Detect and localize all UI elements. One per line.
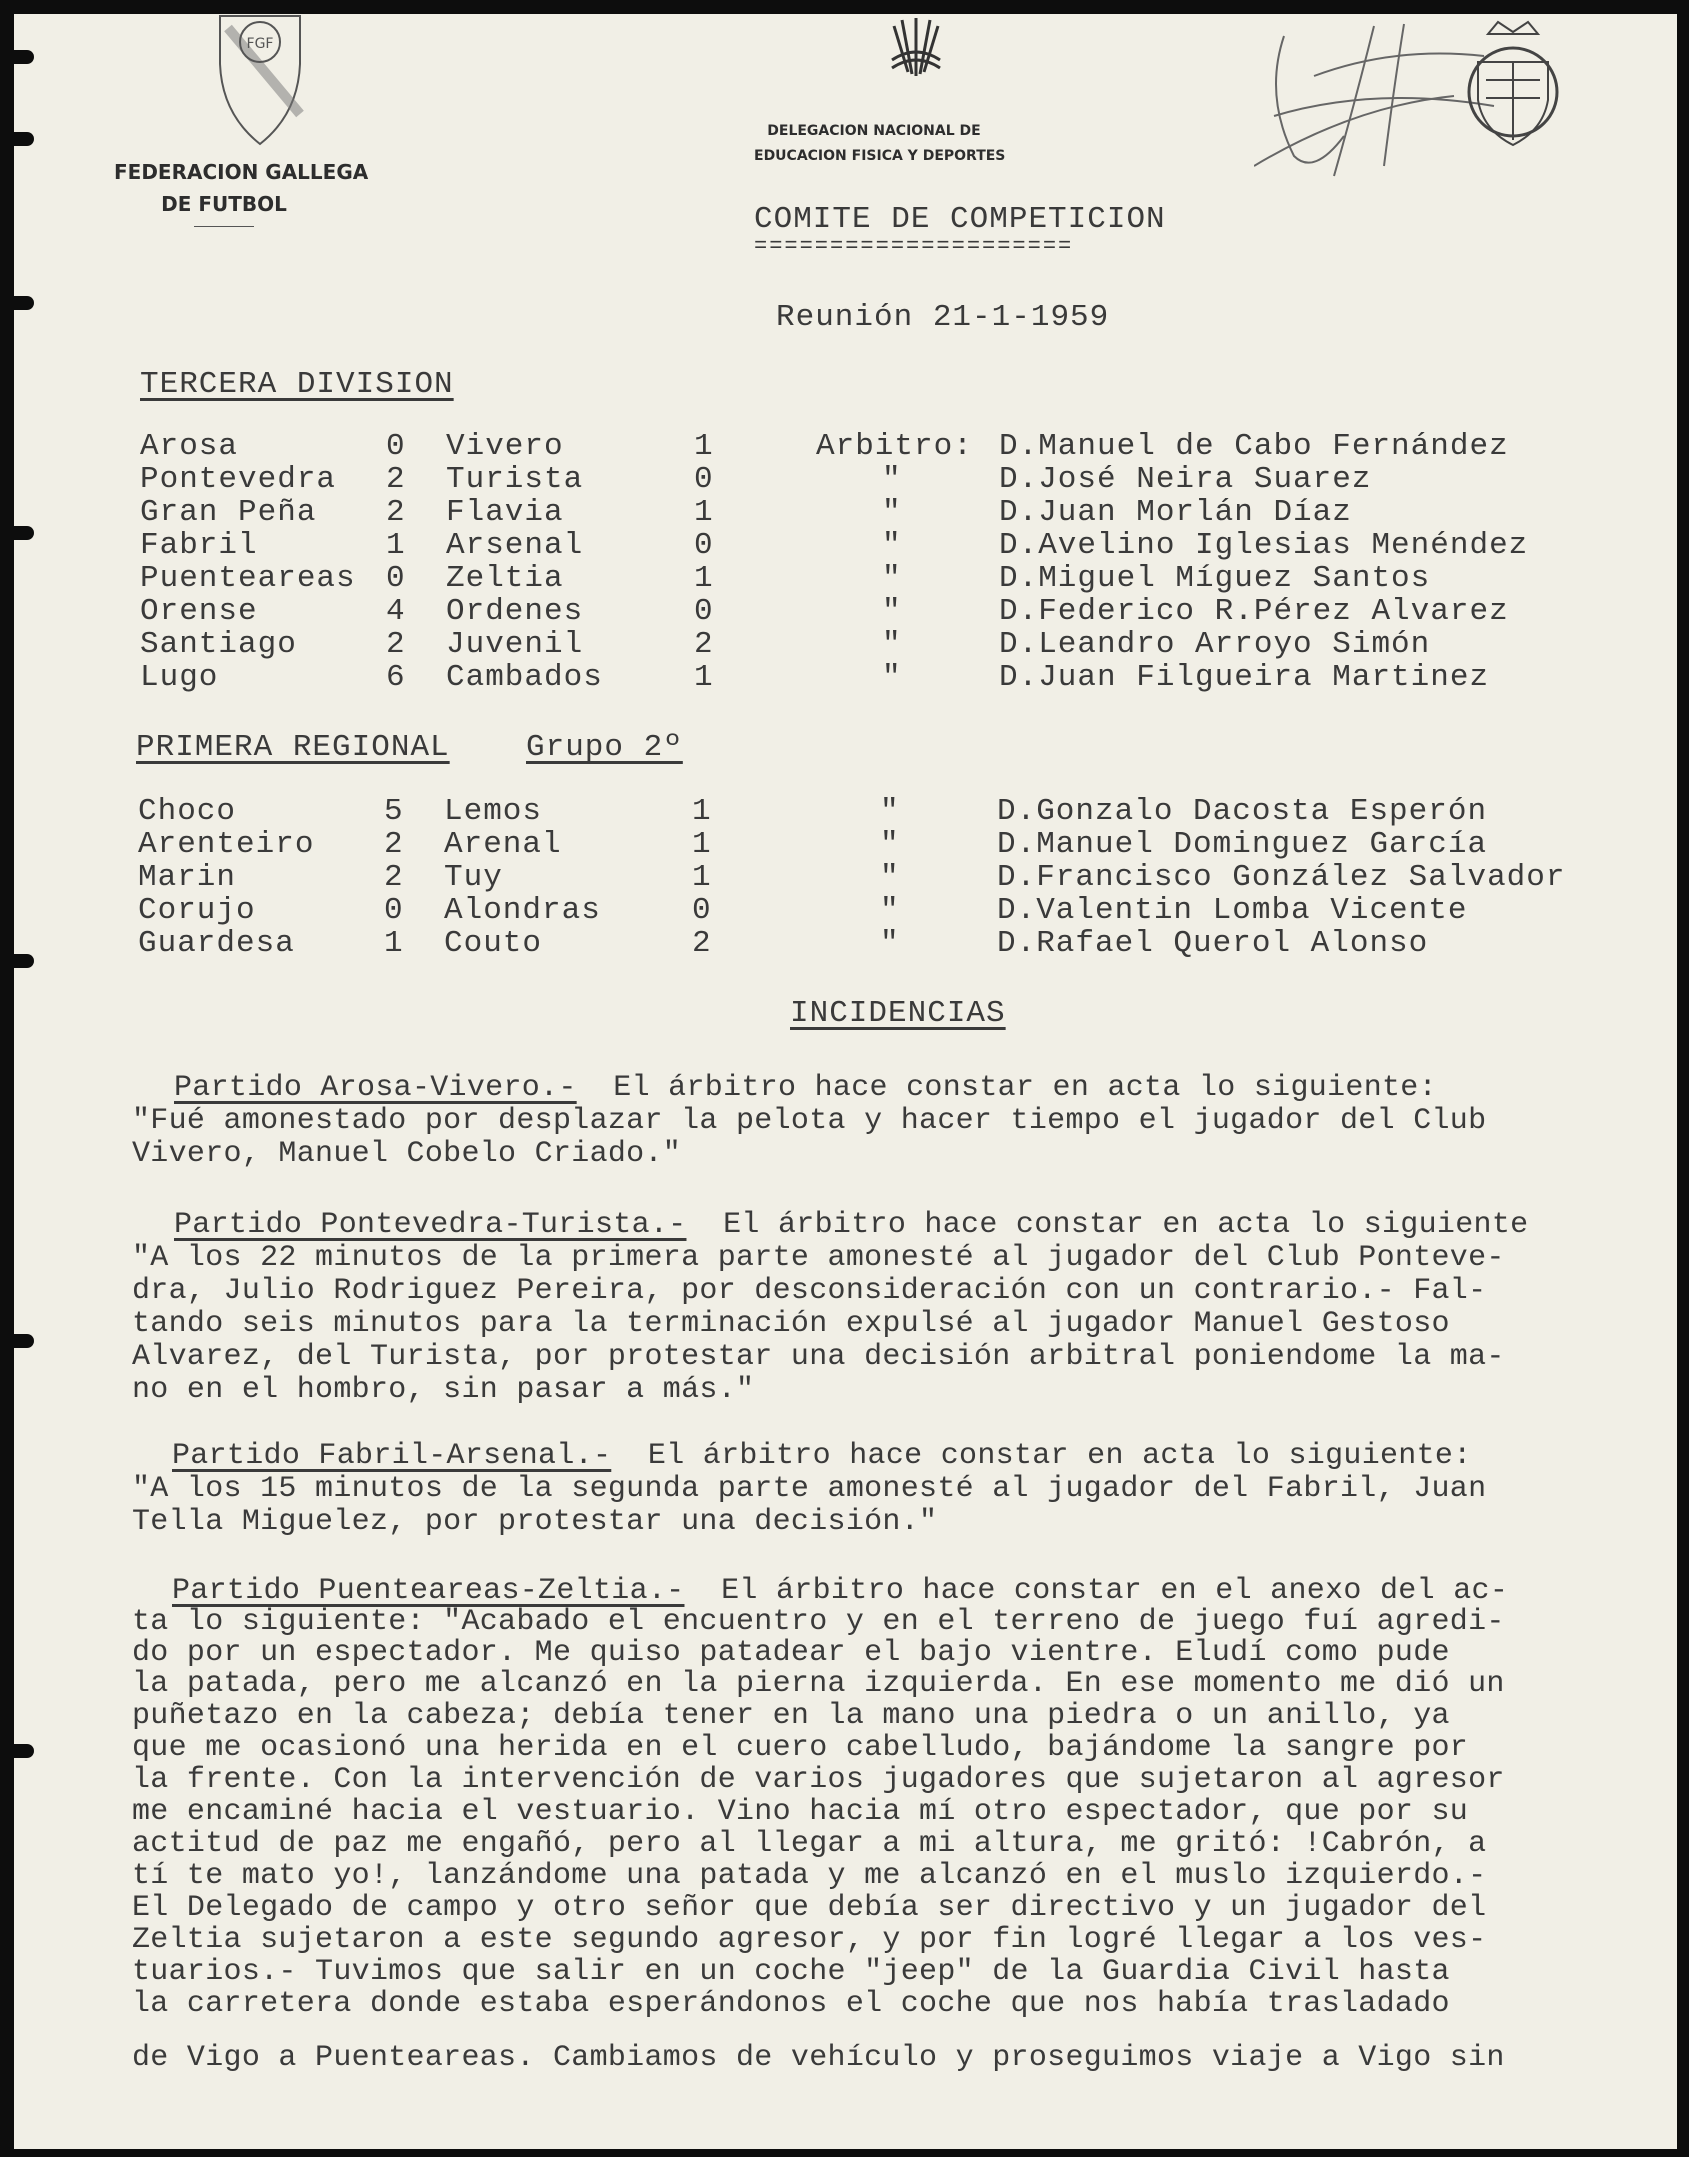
- home-score: 0: [386, 429, 406, 464]
- home-score: 6: [386, 660, 406, 695]
- home-score: 1: [386, 528, 406, 563]
- away-team: Cambados: [446, 660, 603, 695]
- away-team: Arsenal: [446, 528, 584, 563]
- home-score: 0: [386, 561, 406, 596]
- table-row: [14, 528, 1674, 561]
- home-score: 2: [386, 627, 406, 662]
- incident-line: Vivero, Manuel Cobelo Criado.": [132, 1137, 682, 1171]
- away-team: Lemos: [444, 794, 543, 829]
- ditto-mark: ": [880, 926, 900, 961]
- away-score: 1: [692, 860, 712, 895]
- referee-name: D.Gonzalo Dacosta Esperón: [997, 794, 1488, 829]
- home-score: 1: [384, 926, 404, 961]
- table-row: [14, 462, 1674, 495]
- ditto-mark: ": [882, 528, 902, 563]
- document-page: [14, 14, 1677, 2149]
- incident-match: Partido Arosa-Vivero.-: [174, 1071, 577, 1105]
- ditto-mark: ": [882, 627, 902, 662]
- incident-line: do por un espectador. Me quiso patadear el bajo vientre. Eludí como pude: [132, 1636, 1450, 1670]
- referee-name: D.Federico R.Pérez Alvarez: [999, 594, 1509, 629]
- referee-name: D.Juan Filgueira Martinez: [999, 660, 1490, 695]
- ditto-mark: ": [882, 594, 902, 629]
- federation-crest-icon: [210, 14, 310, 148]
- group-label: Grupo 2º: [526, 730, 683, 765]
- home-score: 2: [386, 495, 406, 530]
- incident-line: "A los 15 minutos de la segunda parte amonesté al jugador del Fabril, Juan: [132, 1472, 1487, 1506]
- primera-regional-title: PRIMERA REGIONAL: [136, 730, 450, 765]
- punch-hole: [14, 50, 34, 64]
- away-score: 0: [694, 594, 714, 629]
- home-team: Pontevedra: [140, 462, 337, 497]
- away-team: Alondras: [444, 893, 601, 928]
- away-team: Turista: [446, 462, 584, 497]
- table-row: [14, 893, 1674, 926]
- home-score: 4: [386, 594, 406, 629]
- incident-paragraph: Partido Fabril-Arsenal.- El árbitro hace constar en acta lo siguiente:: [172, 1439, 1472, 1473]
- referee-name: D.Miguel Míguez Santos: [999, 561, 1431, 596]
- ditto-mark: ": [880, 893, 900, 928]
- svg-text:FGF: FGF: [246, 36, 274, 52]
- referee-name: D.Leandro Arroyo Simón: [999, 627, 1431, 662]
- home-team: Puenteareas: [140, 561, 356, 596]
- meeting-date: Reunión 21-1-1959: [776, 300, 1110, 335]
- away-score: 1: [692, 794, 712, 829]
- referee-name: D.Rafael Querol Alonso: [997, 926, 1429, 961]
- incident-line: me encaminé hacia el vestuario. Vino hacia mí otro espectador, que por su: [132, 1795, 1469, 1829]
- away-team: Flavia: [446, 495, 564, 530]
- incident-line: la frente. Con la intervención de varios jugadores que sujetaron al agresor: [132, 1763, 1505, 1797]
- ditto-mark: ": [880, 794, 900, 829]
- referee-name: D.Francisco González Salvador: [997, 860, 1566, 895]
- committee-underline: =====================: [754, 234, 1074, 259]
- referee-name: D.Valentin Lomba Vicente: [997, 893, 1468, 928]
- incident-match: Partido Pontevedra-Turista.-: [174, 1208, 687, 1242]
- incident-line: El Delegado de campo y otro señor que debía ser directivo y un jugador del: [132, 1891, 1487, 1925]
- referee-name: D.José Neira Suarez: [999, 462, 1372, 497]
- ditto-mark: ": [882, 495, 902, 530]
- incident-line: la carretera donde estaba esperándonos el coche que nos había trasladado: [132, 1987, 1450, 2021]
- away-score: 0: [694, 462, 714, 497]
- table-row: [14, 429, 1674, 462]
- ditto-mark: ": [880, 860, 900, 895]
- away-score: 0: [694, 528, 714, 563]
- table-row: [14, 495, 1674, 528]
- away-team: Vivero: [446, 429, 564, 464]
- punch-hole: [14, 132, 34, 146]
- table-row: [14, 794, 1674, 827]
- home-team: Arenteiro: [138, 827, 315, 862]
- ditto-mark: ": [882, 660, 902, 695]
- incident-line: ta lo siguiente: "Acabado el encuentro y en el terreno de juego fuí agredi-: [132, 1605, 1505, 1639]
- incident-line: tuarios.- Tuvimos que salir en un coche "jeep" de la Guardia Civil hasta: [132, 1955, 1450, 1989]
- away-score: 1: [694, 429, 714, 464]
- home-team: Corujo: [138, 893, 256, 928]
- ditto-mark: ": [882, 462, 902, 497]
- away-team: Juvenil: [446, 627, 584, 662]
- referee-name: D.Juan Morlán Díaz: [999, 495, 1352, 530]
- home-team: Choco: [138, 794, 237, 829]
- incident-line: dra, Julio Rodriguez Pereira, por desconsideración con un contrario.- Fal-: [132, 1274, 1487, 1308]
- delegation-name: DELEGACION NACIONAL DE EDUCACION FISICA Y DEPORTES: [754, 123, 1006, 164]
- table-row: [14, 594, 1674, 627]
- incident-paragraph: Partido Arosa-Vivero.- El árbitro hace constar en acta lo siguiente:: [174, 1071, 1437, 1105]
- incident-line: la patada, pero me alcanzó en la pierna izquierda. En ese momento me dió un: [132, 1667, 1505, 1701]
- home-score: 2: [384, 860, 404, 895]
- home-team: Marin: [138, 860, 237, 895]
- referee-name: D.Manuel de Cabo Fernández: [999, 429, 1509, 464]
- incident-line: puñetazo en la cabeza; debía tener en la mano una piedra o un anillo, ya: [132, 1699, 1450, 1733]
- incident-match: Partido Puenteareas-Zeltia.-: [172, 1574, 685, 1608]
- table-row: [14, 660, 1674, 693]
- punch-hole: [14, 296, 34, 310]
- away-score: 1: [694, 660, 714, 695]
- incident-line: Zeltia sujetaron a este segundo agresor, y por fin logré llegar a los ves-: [132, 1923, 1487, 1957]
- away-team: Arenal: [444, 827, 562, 862]
- table-row: [14, 827, 1674, 860]
- home-score: 0: [384, 893, 404, 928]
- referee-name: D.Manuel Dominguez García: [997, 827, 1488, 862]
- incident-line: "Fué amonestado por desplazar la pelota y hacer tiempo el jugador del Club: [132, 1104, 1487, 1138]
- home-team: Santiago: [140, 627, 297, 662]
- table-row: [14, 627, 1674, 660]
- incidencias-title: INCIDENCIAS: [790, 996, 1006, 1031]
- table-row: [14, 561, 1674, 594]
- away-score: 1: [694, 561, 714, 596]
- incident-match: Partido Fabril-Arsenal.-: [172, 1439, 612, 1473]
- incident-line: de Vigo a Puenteareas. Cambiamos de vehículo y proseguimos viaje a Vigo sin: [132, 2041, 1505, 2075]
- table-row: [14, 926, 1674, 959]
- home-team: Orense: [140, 594, 258, 629]
- incident-line: no en el hombro, sin pasar a más.": [132, 1373, 755, 1407]
- home-team: Lugo: [140, 660, 219, 695]
- incident-line: Tella Miguelez, por protestar una decisión.": [132, 1505, 938, 1539]
- punch-hole: [14, 1334, 34, 1348]
- incident-line: Alvarez, del Turista, por protestar una decisión arbitral poniendome la ma-: [132, 1340, 1505, 1374]
- away-team: Ordenes: [446, 594, 584, 629]
- home-team: Guardesa: [138, 926, 295, 961]
- ditto-mark: ": [882, 561, 902, 596]
- home-score: 2: [386, 462, 406, 497]
- home-team: Fabril: [140, 528, 258, 563]
- incident-paragraph: Partido Pontevedra-Turista.- El árbitro hace constar en acta lo siguiente: [174, 1208, 1529, 1242]
- away-team: Tuy: [444, 860, 503, 895]
- referee-label: Arbitro:: [816, 429, 973, 464]
- incident-line: actitud de paz me engañó, pero al llegar a mi altura, me gritó: !Cabrón, a: [132, 1827, 1487, 1861]
- home-score: 2: [384, 827, 404, 862]
- away-score: 1: [694, 495, 714, 530]
- incident-line: tando seis minutos para la terminación expulsé al jugador Manuel Gestoso: [132, 1307, 1450, 1341]
- home-score: 5: [384, 794, 404, 829]
- punch-hole: [14, 1744, 34, 1758]
- away-score: 0: [692, 893, 712, 928]
- referee-name: D.Avelino Iglesias Menéndez: [999, 528, 1529, 563]
- yoke-arrows-emblem-icon: [886, 16, 946, 88]
- incident-line: "A los 22 minutos de la primera parte amonesté al jugador del Club Ponteve-: [132, 1241, 1505, 1275]
- away-score: 2: [692, 926, 712, 961]
- incident-line: tí te mato yo!, lanzándome una patada y me alcanzó en el muslo izquierdo.-: [132, 1859, 1487, 1893]
- incident-line: que me ocasionó una herida en el cuero cabelludo, bajándome la sangre por: [132, 1731, 1469, 1765]
- committee-title: COMITE DE COMPETICION: [754, 202, 1166, 237]
- away-score: 2: [694, 627, 714, 662]
- crown-crest-icon: [1458, 20, 1568, 160]
- home-team: Gran Peña: [140, 495, 317, 530]
- federation-name: FEDERACION GALLEGA DE FUTBOL: [114, 156, 334, 227]
- away-team: Couto: [444, 926, 543, 961]
- tercera-division-title: TERCERA DIVISION: [140, 367, 454, 402]
- ditto-mark: ": [880, 827, 900, 862]
- home-team: Arosa: [140, 429, 239, 464]
- away-score: 1: [692, 827, 712, 862]
- incident-paragraph: Partido Puenteareas-Zeltia.- El árbitro hace constar en el anexo del ac-: [172, 1574, 1509, 1608]
- away-team: Zeltia: [446, 561, 564, 596]
- table-row: [14, 860, 1674, 893]
